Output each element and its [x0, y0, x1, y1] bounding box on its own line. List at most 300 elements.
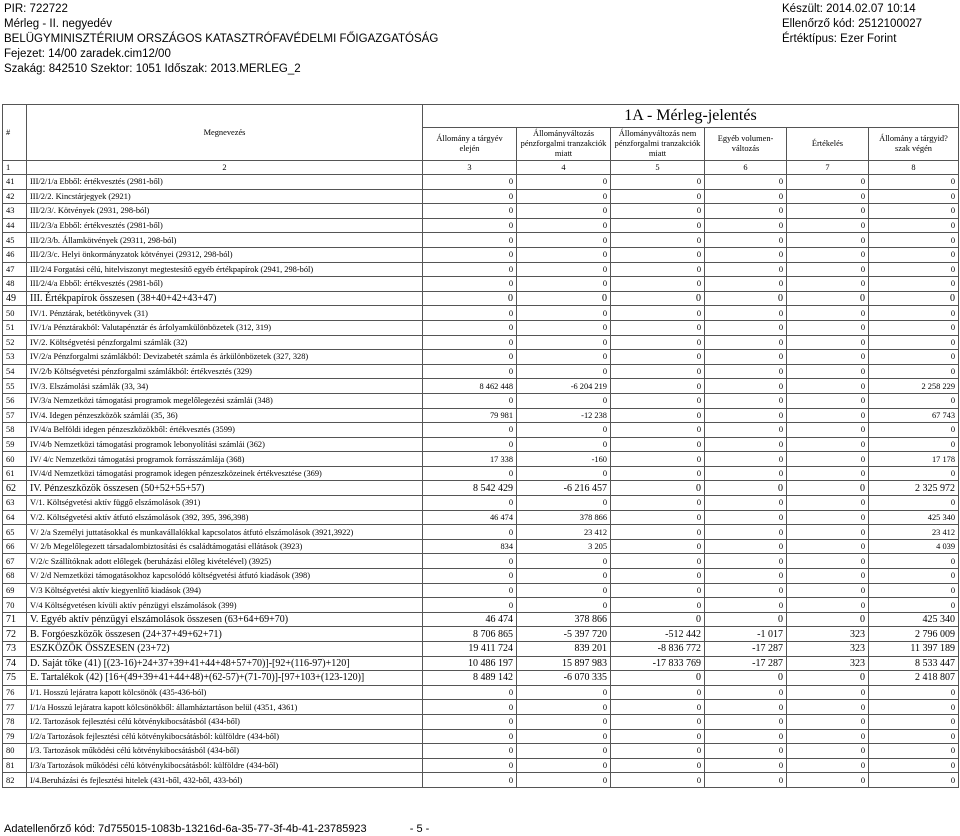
row-value: 0 [705, 744, 787, 759]
row-value: 0 [611, 291, 705, 306]
table-row [3, 496, 959, 511]
row-value: 0 [517, 393, 611, 408]
row-value: 0 [423, 175, 517, 190]
row-value: 0 [705, 481, 787, 496]
row-number: 80 [3, 744, 27, 759]
row-value: 0 [869, 189, 959, 204]
row-value: 0 [869, 714, 959, 729]
table-row [3, 247, 959, 262]
row-value: 19 411 724 [423, 642, 517, 657]
row-label: III/2/3/b. Államkötvények (29311, 298-ból) [27, 233, 423, 248]
row-value: -5 397 720 [517, 627, 611, 642]
row-value: 0 [611, 350, 705, 365]
row-value: 378 866 [517, 510, 611, 525]
row-value: 0 [869, 583, 959, 598]
row-value: -512 442 [611, 627, 705, 642]
row-value: 0 [517, 204, 611, 219]
row-value: -160 [517, 452, 611, 467]
row-value: 0 [423, 758, 517, 773]
row-value: 0 [787, 496, 869, 511]
row-value: 0 [705, 583, 787, 598]
table-row [3, 612, 959, 627]
header-institution: BELÜGYMINISZTÉRIUM ORSZÁGOS KATASZTRÓFAVÉDELMI FŐIGAZGATÓSÁG [4, 33, 439, 45]
row-value: -6 204 219 [517, 379, 611, 394]
row-value: 17 178 [869, 452, 959, 467]
table-row [3, 335, 959, 350]
row-label: IV. Pénzeszközök összesen (50+52+55+57) [27, 481, 423, 496]
row-value: 0 [423, 306, 517, 321]
col-number: 8 [869, 161, 959, 175]
header-chapter: Fejezet: 14/00 zaradek.cim12/00 [4, 48, 171, 60]
row-number: 60 [3, 452, 27, 467]
row-value: 0 [787, 320, 869, 335]
row-value: 0 [611, 671, 705, 686]
row-value: 0 [517, 744, 611, 759]
row-value: 0 [705, 671, 787, 686]
row-value: 0 [423, 583, 517, 598]
row-label: III/2/2. Kincstárjegyek (2921) [27, 189, 423, 204]
row-value: 2 796 009 [869, 627, 959, 642]
row-value: 0 [705, 189, 787, 204]
row-number: 59 [3, 437, 27, 452]
row-value: 0 [517, 569, 611, 584]
row-value: 8 542 429 [423, 481, 517, 496]
table-row [3, 218, 959, 233]
row-value: -17 287 [705, 656, 787, 671]
table-row [3, 350, 959, 365]
table-row [3, 408, 959, 423]
row-value: 8 533 447 [869, 656, 959, 671]
table-row [3, 773, 959, 788]
row-value: 0 [705, 408, 787, 423]
row-value: 0 [705, 554, 787, 569]
row-value: 0 [705, 569, 787, 584]
row-value: 0 [705, 423, 787, 438]
row-value: 0 [869, 218, 959, 233]
row-value: 0 [869, 598, 959, 613]
row-value: 0 [611, 218, 705, 233]
row-number: 46 [3, 247, 27, 262]
row-value: 0 [611, 554, 705, 569]
row-value: 0 [611, 744, 705, 759]
row-value: 0 [423, 437, 517, 452]
row-value: 0 [611, 306, 705, 321]
row-label: IV/ 4/c Nemzetközi támogatási programok forrásszámlája (368) [27, 452, 423, 467]
row-label: I/2. Tartozások fejlesztési célú kötvénykibocsátásból (434-ből) [27, 714, 423, 729]
row-value: 425 340 [869, 510, 959, 525]
col-number: 4 [517, 161, 611, 175]
row-label: III/2/1/a Ebből: értékvesztés (2981-ből) [27, 175, 423, 190]
balance-sheet-table [2, 104, 959, 788]
header-report-period: Mérleg - II. negyedév [4, 18, 113, 30]
row-value: 0 [517, 729, 611, 744]
row-value: 0 [611, 189, 705, 204]
row-value: 23 412 [869, 525, 959, 540]
row-value: 0 [787, 700, 869, 715]
row-value: 0 [705, 496, 787, 511]
row-label: V/2. Költségvetési aktív átfutó elszámolások (392, 395, 396,398) [27, 510, 423, 525]
row-value: 0 [611, 277, 705, 292]
row-label: IV/4/d Nemzetközi támogatási programok idegen pénzeszközeinek értékvesztése (369) [27, 466, 423, 481]
row-value: 0 [517, 175, 611, 190]
row-number: 70 [3, 598, 27, 613]
row-value: -12 238 [517, 408, 611, 423]
row-value: 0 [787, 233, 869, 248]
row-value: 8 706 865 [423, 627, 517, 642]
row-label: I/1. Hosszú lejáratra kapott kölcsönök (435-436-ból) [27, 685, 423, 700]
col-header-opening: Állomány a tárgyév elején [423, 128, 517, 161]
row-value: 323 [787, 642, 869, 657]
row-value: 0 [517, 714, 611, 729]
row-number: 65 [3, 525, 27, 540]
row-value: 0 [705, 437, 787, 452]
row-number: 53 [3, 350, 27, 365]
row-value: 2 258 229 [869, 379, 959, 394]
table-row [3, 642, 959, 657]
table-row [3, 320, 959, 335]
row-value: 323 [787, 656, 869, 671]
row-value: 0 [423, 700, 517, 715]
row-value: 0 [787, 277, 869, 292]
row-value: 0 [787, 291, 869, 306]
row-value: 0 [611, 773, 705, 788]
row-value: 0 [517, 598, 611, 613]
row-value: 0 [423, 350, 517, 365]
row-number: 56 [3, 393, 27, 408]
table-row [3, 379, 959, 394]
row-value: 0 [517, 773, 611, 788]
row-value: 0 [423, 364, 517, 379]
col-header-name: Megnevezés [27, 105, 423, 161]
row-value: 0 [611, 700, 705, 715]
row-label: V/ 2/a Személyi juttatásokkal és munkavállalókkal kapcsolatos átfutó elszámolások (3921,3922) [27, 525, 423, 540]
col-number: 1 [3, 161, 27, 175]
row-value: 0 [705, 291, 787, 306]
row-value: 0 [869, 262, 959, 277]
row-label: V/ 2/d Nemzetközi támogatásokhoz kapcsolódó költségvetési átfutó kiadások (398) [27, 569, 423, 584]
row-value: 0 [705, 277, 787, 292]
row-value: 3 205 [517, 539, 611, 554]
row-value: 0 [423, 744, 517, 759]
row-value: 0 [705, 729, 787, 744]
col-number: 7 [787, 161, 869, 175]
col-number: 6 [705, 161, 787, 175]
row-number: 74 [3, 656, 27, 671]
row-value: 0 [611, 379, 705, 394]
report-header-left [4, 2, 438, 77]
row-value: 0 [423, 189, 517, 204]
row-value: -17 833 769 [611, 656, 705, 671]
table-row [3, 262, 959, 277]
row-value: 0 [423, 291, 517, 306]
table-row [3, 291, 959, 306]
table-row [3, 233, 959, 248]
row-value: 0 [611, 262, 705, 277]
col-header-cash-change: Állományváltozás pénzforgalmi tranzakciók miatt [517, 128, 611, 161]
row-value: -1 017 [705, 627, 787, 642]
row-value: 0 [787, 481, 869, 496]
row-value: 0 [611, 685, 705, 700]
footer-check-code: Adatellenőrző kód: 7d755015-1083b-13216d-6a-35-77-3f-4b-41-23785923 [4, 823, 367, 835]
row-value: 0 [705, 539, 787, 554]
row-label: III/2/3/. Kötvények (2931, 298-ból) [27, 204, 423, 219]
row-number: 41 [3, 175, 27, 190]
row-value: 0 [423, 569, 517, 584]
row-value: 0 [517, 218, 611, 233]
row-value: 0 [869, 393, 959, 408]
row-value: 0 [705, 773, 787, 788]
row-number: 71 [3, 612, 27, 627]
row-value: 0 [787, 204, 869, 219]
row-number: 43 [3, 204, 27, 219]
row-number: 51 [3, 320, 27, 335]
table-row [3, 277, 959, 292]
row-value: 0 [787, 189, 869, 204]
row-value: 0 [869, 729, 959, 744]
row-number: 75 [3, 671, 27, 686]
row-number: 66 [3, 539, 27, 554]
row-value: 0 [787, 744, 869, 759]
row-number: 50 [3, 306, 27, 321]
row-label: III/2/4/a Ebből: értékvesztés (2981-ből) [27, 277, 423, 292]
row-value: 0 [423, 335, 517, 350]
row-value: 23 412 [517, 525, 611, 540]
row-value: 0 [787, 247, 869, 262]
row-value: 0 [787, 437, 869, 452]
row-value: 0 [517, 496, 611, 511]
row-value: 0 [787, 379, 869, 394]
row-number: 76 [3, 685, 27, 700]
row-value: 0 [517, 583, 611, 598]
row-value: 0 [611, 335, 705, 350]
col-number: 5 [611, 161, 705, 175]
row-number: 78 [3, 714, 27, 729]
row-value: 0 [869, 306, 959, 321]
row-value: 46 474 [423, 510, 517, 525]
row-value: 0 [423, 218, 517, 233]
col-header-volume-change: Egyéb volumen-változás [705, 128, 787, 161]
row-value: 0 [869, 685, 959, 700]
row-value: 0 [705, 685, 787, 700]
row-value: 0 [869, 423, 959, 438]
row-value: 0 [517, 685, 611, 700]
row-value: 0 [611, 175, 705, 190]
col-number: 3 [423, 161, 517, 175]
table-row [3, 627, 959, 642]
row-value: 0 [611, 247, 705, 262]
row-number: 49 [3, 291, 27, 306]
row-label: V/ 2/b Megelőlegezett társadalombiztosítási és családtámogatási ellátások (3923) [27, 539, 423, 554]
row-value: 0 [611, 525, 705, 540]
table-row [3, 744, 959, 759]
table-row [3, 656, 959, 671]
row-value: 79 981 [423, 408, 517, 423]
row-value: 0 [705, 306, 787, 321]
row-value: 0 [869, 466, 959, 481]
row-value: 0 [869, 554, 959, 569]
table-row [3, 423, 959, 438]
row-label: I/1/a Hosszú lejáratra kapott kölcsönökből: államháztartáson belül (4351, 4361) [27, 700, 423, 715]
row-value: 0 [705, 525, 787, 540]
row-value: 0 [517, 233, 611, 248]
row-number: 77 [3, 700, 27, 715]
row-value: 0 [517, 335, 611, 350]
row-value: 0 [787, 539, 869, 554]
row-value: 0 [787, 218, 869, 233]
row-value: 0 [423, 247, 517, 262]
row-value: 0 [611, 496, 705, 511]
row-label: V/4 Költségvetésen kívüli aktív pénzügyi elszámolások (399) [27, 598, 423, 613]
row-value: 0 [517, 291, 611, 306]
row-number: 72 [3, 627, 27, 642]
row-value: 0 [611, 598, 705, 613]
row-value: 0 [611, 714, 705, 729]
row-value: 0 [423, 729, 517, 744]
table-row [3, 175, 959, 190]
row-label: V. Egyéb aktív pénzügyi elszámolások összesen (63+64+69+70) [27, 612, 423, 627]
row-value: 0 [705, 350, 787, 365]
row-value: 0 [869, 320, 959, 335]
row-value: 0 [787, 175, 869, 190]
row-value: 0 [787, 262, 869, 277]
col-number: 2 [27, 161, 423, 175]
row-label: V/3 Költségvetési aktív kiegyenlítő kiadások (394) [27, 583, 423, 598]
row-value: 0 [611, 437, 705, 452]
row-number: 64 [3, 510, 27, 525]
row-value: 0 [787, 393, 869, 408]
row-value: 0 [611, 452, 705, 467]
row-value: 0 [787, 685, 869, 700]
row-label: IV/4/b Nemzetközi támogatási programok lebonyolítási számlái (362) [27, 437, 423, 452]
row-value: 15 897 983 [517, 656, 611, 671]
row-value: 839 201 [517, 642, 611, 657]
row-value: 0 [705, 598, 787, 613]
row-value: 0 [869, 569, 959, 584]
row-value: 0 [423, 598, 517, 613]
table-row [3, 437, 959, 452]
table-row [3, 583, 959, 598]
row-value: 0 [787, 729, 869, 744]
row-value: 0 [423, 423, 517, 438]
report-footer [4, 823, 469, 835]
column-number-row [3, 161, 959, 175]
table-row [3, 189, 959, 204]
row-label: IV/3. Elszámolási számlák (33, 34) [27, 379, 423, 394]
row-value: 0 [787, 612, 869, 627]
row-label: III/2/3/c. Helyi önkormányzatok kötvényei (29312, 298-ból) [27, 247, 423, 262]
row-value: 0 [423, 277, 517, 292]
row-value: 834 [423, 539, 517, 554]
row-value: 0 [423, 393, 517, 408]
table-row [3, 700, 959, 715]
row-label: IV/4. Idegen pénzeszközök számlái (35, 36) [27, 408, 423, 423]
row-value: 0 [517, 262, 611, 277]
row-number: 48 [3, 277, 27, 292]
row-value: 0 [705, 262, 787, 277]
row-value: 4 039 [869, 539, 959, 554]
row-label: I/3/a Tartozások működési célú kötvénykibocsátásból: külföldre (434-ből) [27, 758, 423, 773]
row-value: 0 [787, 583, 869, 598]
row-value: 0 [869, 277, 959, 292]
table-row [3, 729, 959, 744]
row-label: E. Tartalékok (42) [16+(49+39+41+44+48)+(62-57)+(71-70)]-[97+103+(123-120)] [27, 671, 423, 686]
row-label: IV/1/a Pénztárakból: Valutapénztár és árfolyamkülönbözetek (312, 319) [27, 320, 423, 335]
row-value: 0 [611, 481, 705, 496]
row-value: 0 [869, 204, 959, 219]
row-value: 0 [517, 758, 611, 773]
row-value: 0 [869, 175, 959, 190]
row-value: 0 [705, 393, 787, 408]
header-sector: Szakág: 842510 Szektor: 1051 Időszak: 2013.MERLEG_2 [4, 63, 301, 75]
row-value: -8 836 772 [611, 642, 705, 657]
row-label: III/2/3/a Ebből: értékvesztés (2981-ből) [27, 218, 423, 233]
row-label: ESZKÖZÖK ÖSSZESEN (23+72) [27, 642, 423, 657]
table-row [3, 204, 959, 219]
row-number: 58 [3, 423, 27, 438]
table-title: 1A - Mérleg-jelentés [423, 105, 959, 128]
row-value: 0 [611, 364, 705, 379]
row-value: 0 [423, 525, 517, 540]
row-label: III/2/4 Forgatási célú, hitelviszonyt megtestesítő egyéb értékpapírok (2941, 298-ból) [27, 262, 423, 277]
row-label: IV/2. Költségvetési pénzforgalmi számlák (32) [27, 335, 423, 350]
row-number: 57 [3, 408, 27, 423]
row-number: 73 [3, 642, 27, 657]
row-value: 17 338 [423, 452, 517, 467]
row-value: 0 [611, 233, 705, 248]
row-value: 0 [787, 671, 869, 686]
row-value: 0 [517, 247, 611, 262]
row-value: 0 [787, 773, 869, 788]
row-number: 82 [3, 773, 27, 788]
table-row [3, 525, 959, 540]
row-value: 0 [787, 408, 869, 423]
row-value: 0 [787, 423, 869, 438]
row-value: 0 [705, 218, 787, 233]
row-label: B. Forgóeszközök összesen (24+37+49+62+71) [27, 627, 423, 642]
row-value: 0 [611, 393, 705, 408]
row-value: 8 462 448 [423, 379, 517, 394]
row-value: 0 [611, 510, 705, 525]
row-label: V/1. Költségvetési aktív függő elszámolások (391) [27, 496, 423, 511]
row-value: 0 [869, 744, 959, 759]
row-number: 68 [3, 569, 27, 584]
row-value: 0 [611, 729, 705, 744]
row-label: I/4.Beruházási és fejlesztési hitelek (431-ből, 432-ből, 433-ból) [27, 773, 423, 788]
row-value: -6 216 457 [517, 481, 611, 496]
row-value: 323 [787, 627, 869, 642]
row-value: 0 [517, 466, 611, 481]
header-created: Készült: 2014.02.07 10:14 [782, 3, 916, 15]
row-label: IV/4/a Belföldi idegen pénzeszközökből: értékvesztés (3599) [27, 423, 423, 438]
table-row [3, 466, 959, 481]
col-header-index: # [3, 105, 27, 161]
table-row [3, 481, 959, 496]
row-number: 69 [3, 583, 27, 598]
row-value: 0 [787, 466, 869, 481]
row-value: 0 [869, 773, 959, 788]
row-number: 44 [3, 218, 27, 233]
row-value: 2 418 807 [869, 671, 959, 686]
row-value: 0 [705, 320, 787, 335]
row-label: IV/3/a Nemzetközi támogatási programok megelőlegezési számlái (348) [27, 393, 423, 408]
row-value: 67 743 [869, 408, 959, 423]
row-value: 0 [787, 525, 869, 540]
row-value: -17 287 [705, 642, 787, 657]
row-value: 0 [705, 700, 787, 715]
row-value: 0 [705, 364, 787, 379]
table-row [3, 569, 959, 584]
row-value: 0 [423, 554, 517, 569]
